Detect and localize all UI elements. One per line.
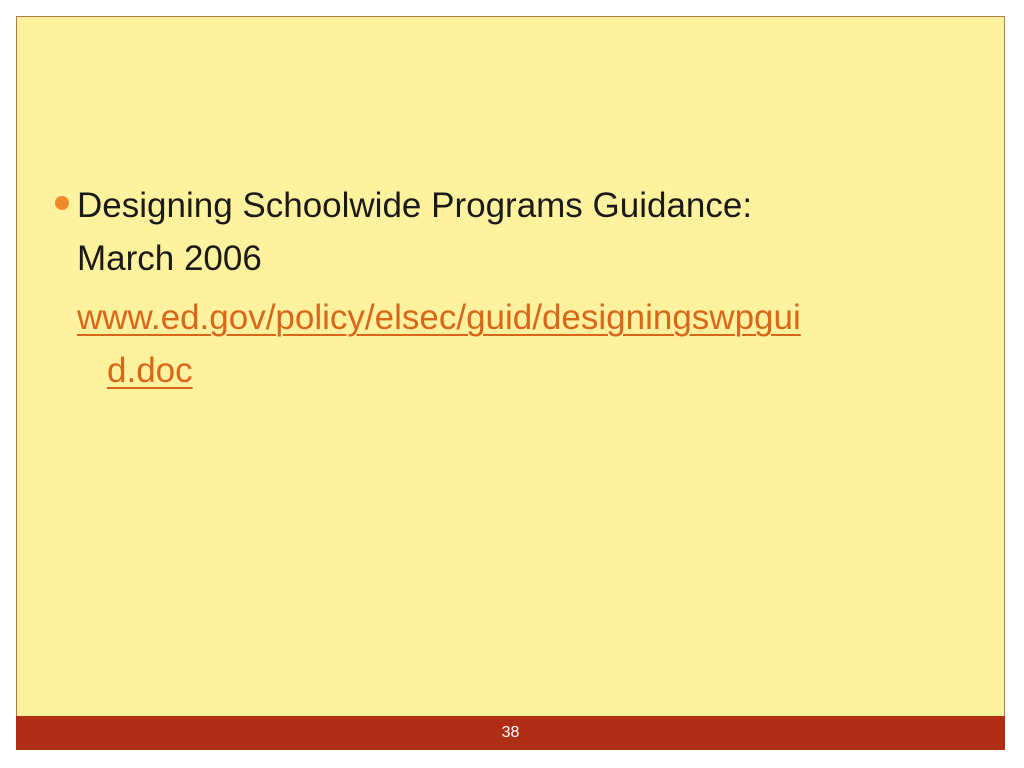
- slide: [16, 16, 1005, 749]
- slide-content: [53, 179, 973, 397]
- guidance-link-line-2[interactable]: d.doc: [107, 351, 193, 390]
- bullet-icon: [55, 196, 69, 210]
- bullet-text-line-1: Designing Schoolwide Programs Guidance:: [77, 186, 753, 225]
- guidance-link-line-1[interactable]: www.ed.gov/policy/elsec/guid/designingswpgui: [77, 298, 801, 337]
- footer-bar: [16, 716, 1005, 750]
- page-number: 38: [501, 724, 520, 741]
- bullet-item: [53, 179, 973, 285]
- bullet-text-line-2: March 2006: [77, 239, 262, 278]
- guidance-link[interactable]: [53, 291, 973, 397]
